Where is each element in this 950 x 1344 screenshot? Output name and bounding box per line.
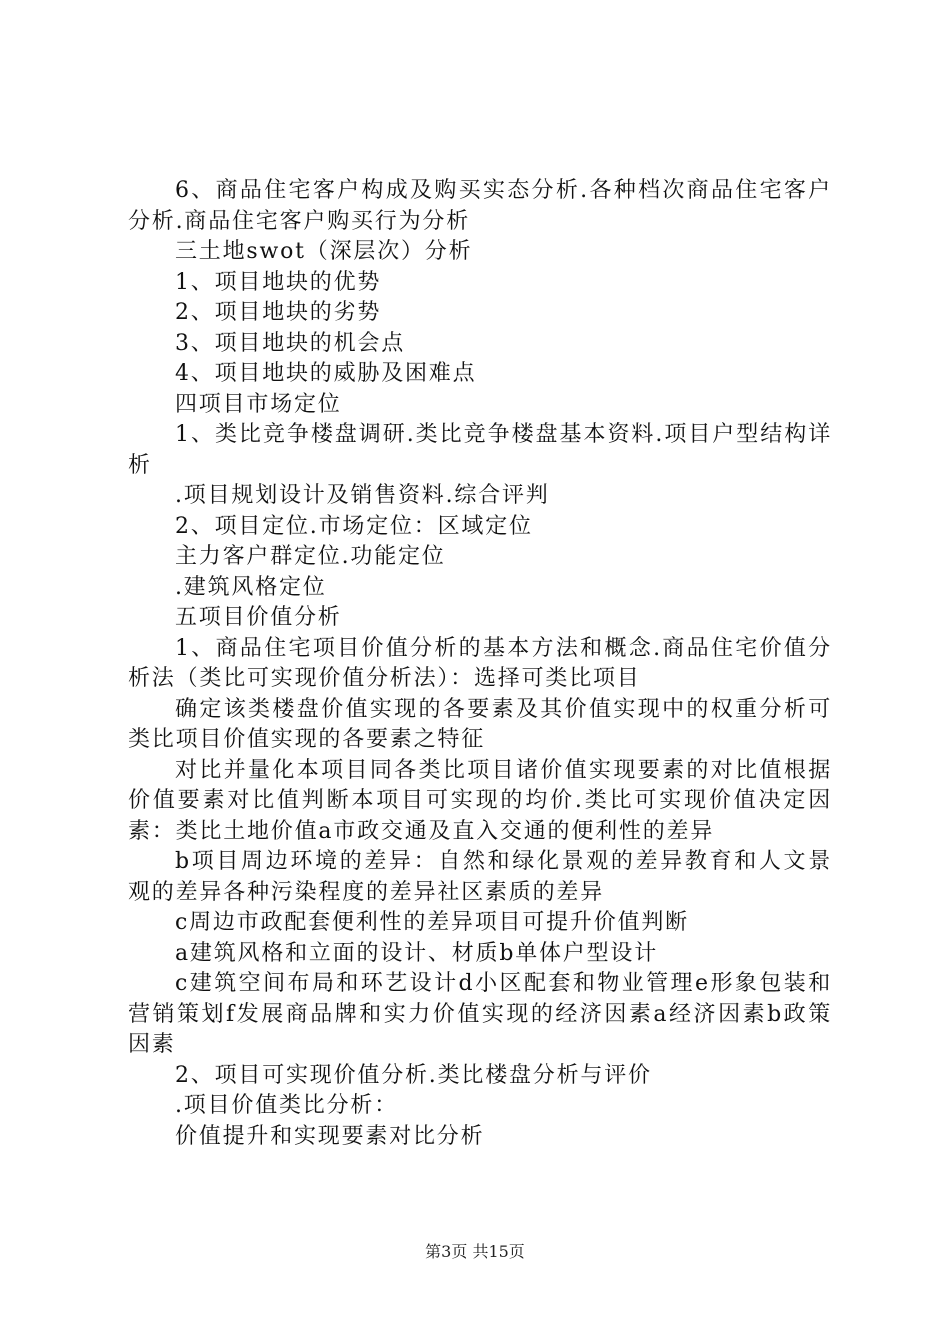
paragraph: 3、项目地块的机会点 [175,330,405,356]
paragraph: 2、项目可实现价值分析.类比楼盘分析与评价 [175,1062,652,1088]
paragraph: c建筑空间布局和环艺设计d小区配套和物业管理e形象包装和营销策划f发展商品牌和实力价值实现的经济因素a经济因素b政策因素 [128,971,832,1057]
paragraph: 4、项目地块的威胁及困难点 [175,361,477,386]
paragraph: b项目周边环境的差异：自然和绿化景观的差异教育和人文景观的差异各种污染程度的差异社区素质的差异 [128,849,832,905]
paragraph: 6、商品住宅客户构成及购买实态分析.各种档次商品住宅客户分析.商品住宅客户购买行为分析 [128,178,832,234]
section-heading: 三土地swot（深层次）分析 [175,239,473,264]
paragraph: .建筑风格定位 [175,574,327,600]
paragraph: 2、项目定位.市场定位：区域定位 [175,513,533,539]
page-number-footer: 第3页 共15页 [425,1242,525,1261]
document-body [128,176,832,1152]
section-heading: 四项目市场定位 [175,391,342,417]
paragraph: 1、商品住宅项目价值分析的基本方法和概念.商品住宅价值分析法（类比可实现价值分析法）：选择可类比项目 [128,635,832,691]
paragraph: 1、项目地块的优势 [175,269,382,295]
paragraph: a建筑风格和立面的设计、材质b单体户型设计 [175,940,659,966]
paragraph: .项目价值类比分析： [175,1093,398,1118]
section-heading: 五项目价值分析 [175,605,342,630]
paragraph: .项目规划设计及销售资料.综合评判 [175,483,550,508]
paragraph: 确定该类楼盘价值实现的各要素及其价值实现中的权重分析可类比项目价值实现的各要素之特征 [128,696,832,752]
paragraph: 价值提升和实现要素对比分析 [175,1123,485,1149]
paragraph: 主力客户群定位.功能定位 [175,544,446,569]
paragraph: c周边市政配套便利性的差异项目可提升价值判断 [175,910,689,935]
paragraph: 2、项目地块的劣势 [175,300,382,325]
paragraph: 1、类比竞争楼盘调研.类比竞争楼盘基本资料.项目户型结构详析 [128,422,832,478]
paragraph: 对比并量化本项目同各类比项目诸价值实现要素的对比值根据价值要素对比值判断本项目可实现的均价.类比可实现价值决定因素：类比土地价值a市政交通及直入交通的便利性的差异 [128,757,832,844]
